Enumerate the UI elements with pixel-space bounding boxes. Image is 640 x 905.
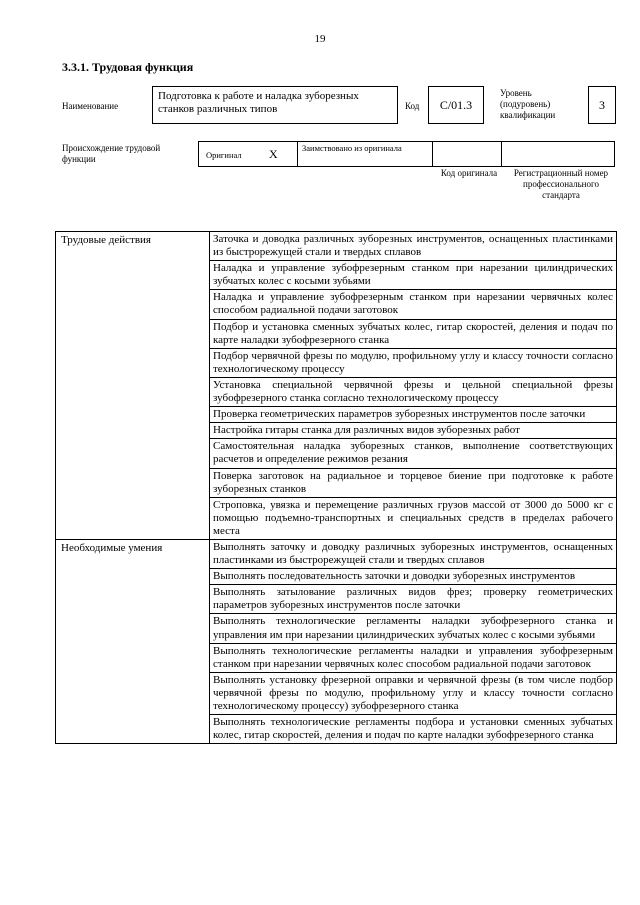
list-item: Наладка и управление зубофрезерным станком при нарезании червячных колес способом радиальной подачи заготовок [210,290,617,319]
origin-label: Происхождение трудовой функции [62,143,161,164]
list-item: Наладка и управление зубофрезерным станком при нарезании цилиндрических зубчатых колес с косыми зубьями [210,261,617,290]
section-title-cell: Трудовые действия [56,232,210,540]
original-mark: X [269,147,278,161]
list-item: Поверка заготовок на радиальное и торцевое биение при подготовке к работе зуборезных станков [210,468,617,497]
reg-number-cell [501,141,615,167]
borrowed-cell [297,141,433,167]
reg-number-label: Регистрационный номер профессионального стандарта [513,168,609,200]
page-number: 19 [314,33,326,45]
name-value: Подготовка к работе и наладка зуборезных станков различных типов [152,86,398,124]
list-item: Выполнять последовательность заточки и доводки зуборезных инструментов [210,569,617,585]
labor-function-table [55,231,617,744]
table-row [56,232,617,261]
list-item: Установка специальной червячной фрезы и цельной специальной фрезы зубофрезерного станка согласно технологическому процессу [210,377,617,406]
list-item: Выполнять затылование различных видов фрез; проверку геометрических параметров зуборезных инструментов после заточки [210,585,617,614]
list-item: Заточка и доводка различных зуборезных инструментов, оснащенных пластинками из быстрорежущей стали и твердых сплавов [210,232,617,261]
list-item: Выполнять технологические регламенты подбора и установки сменных зубчатых колес, гитар скоростей, деления и подач по карте наладки зубофрезерного станка [210,715,617,744]
code-original-cell [432,141,502,167]
level-label: Уровень (подуровень) квалификации [500,88,556,120]
list-item: Настройка гитары станка для различных видов зуборезных работ [210,423,617,439]
original-label: Оригинал [206,150,242,160]
table-row [56,539,617,568]
level-value: 3 [588,86,616,124]
list-item: Проверка геометрических параметров зуборезных инструментов после заточки [210,407,617,423]
list-item: Выполнять установку фрезерной оправки и червячной фрезы (в том числе подбор червячной фрезы по модулю, профильному углу и классу точности согласно технологическому процессу) зубофрезерного станка [210,672,617,714]
list-item: Подбор и установка сменных зубчатых колес, гитар скоростей, деления и подач по карте наладки зубофрезерного станка [210,319,617,348]
list-item: Самостоятельная наладка зуборезных станков, выполнение соответствующих расчетов и определение режимов резания [210,439,617,468]
list-item: Подбор червячной фрезы по модулю, профильному углу и классу точности согласно технологическому процессу [210,348,617,377]
list-item: Выполнять технологические регламенты наладки и управления зубофрезерным станком при нарезании червячных колес способом радиальной подачи заготовок [210,643,617,672]
list-item: Выполнять технологические регламенты наладки зубофрезерного станка и управления им при нарезании цилиндрических зубчатых колес с косыми зубьями [210,614,617,643]
code-label: Код [405,101,420,111]
code-value: С/01.3 [428,86,484,124]
section-title: 3.3.1. Трудовая функция [62,60,194,74]
section-title-cell: Необходимые умения [56,539,210,743]
borrowed-label: Заимствовано из оригинала [302,143,402,153]
list-item: Выполнять заточку и доводку различных зуборезных инструментов, оснащенных пластинками из быстрорежущей стали и твердых сплавов [210,539,617,568]
name-label: Наименование [62,101,119,111]
list-item: Строповка, увязка и перемещение различных грузов массой от 3000 до 5000 кг с помощью подъемно-транспортных и специальных средств в пределах рабочего места [210,497,617,539]
origin-table [198,141,616,167]
code-original-label: Код оригинала [440,168,498,178]
original-cell [198,141,298,167]
